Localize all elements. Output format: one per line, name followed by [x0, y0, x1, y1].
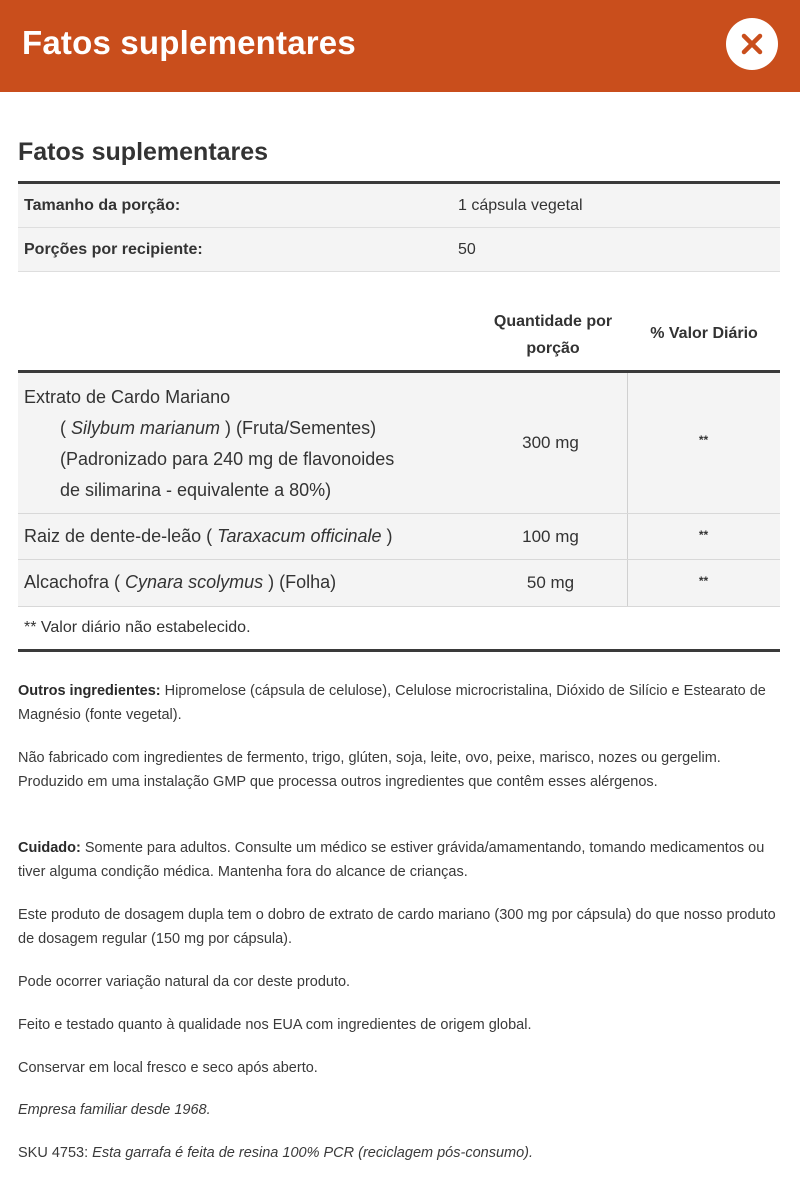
amount-per-serving-header: Quantidade por porção	[493, 313, 613, 357]
modal-header	[0, 0, 800, 92]
servings-per-container-value: 50	[458, 241, 476, 258]
modal-title: Fatos suplementares	[22, 24, 356, 61]
close-button[interactable]	[726, 18, 778, 70]
daily-value-header: % Valor Diário	[650, 325, 758, 342]
serving-size-value: 1 cápsula vegetal	[458, 197, 583, 214]
ingredient-name: Extrato de Cardo Mariano ( Silybum marianum ) (Fruta/Sementes) (Padronizado para 240 mg de flavonoides de silimarina - equivalente a 80%)	[24, 387, 395, 500]
ingredient-name: Raiz de dente-de-leão ( Taraxacum officinale )	[24, 526, 393, 546]
ingredients-table	[18, 370, 780, 652]
ingredient-name: Alcachofra ( Cynara scolymus ) (Folha)	[24, 572, 337, 592]
ingredient-daily-value: **	[698, 528, 709, 542]
allergen-text: Não fabricado com ingredientes de fermento, trigo, glúten, soja, leite, ovo, peixe, marisco, nozes ou gergelim. Produzido em uma instalação GMP que processa outros ingredientes que contêm esses alérgenos.	[18, 750, 721, 790]
servings-per-container-row	[18, 228, 780, 272]
color-variation-text: Pode ocorrer variação natural da cor deste produto.	[18, 974, 351, 990]
double-dose-text: Este produto de dosagem dupla tem o dobro de extrato de cardo mariano (300 mg por cápsula) do que nosso produto de dosagem regular (150 mg por cápsula).	[18, 907, 776, 947]
table-row	[18, 514, 780, 560]
ingredient-amount: 300 mg	[522, 433, 579, 452]
serving-info-table	[18, 181, 780, 272]
sku-text: SKU 4753: Esta garrafa é feita de resina 100% PCR (reciclagem pós-consumo).	[18, 1145, 534, 1161]
ingredient-amount: 50 mg	[526, 573, 575, 592]
ingredient-amount: 100 mg	[522, 527, 579, 546]
made-in-text: Feito e testado quanto à qualidade nos EUA com ingredientes de origem global.	[18, 1017, 532, 1033]
serving-size-label: Tamanho da porção:	[24, 197, 181, 214]
section-title: Fatos suplementares	[18, 138, 269, 166]
table-row	[18, 373, 780, 514]
table-footnote: ** Valor diário não estabelecido.	[18, 607, 780, 649]
close-icon	[740, 32, 764, 56]
other-ingredients-text: Outros ingredientes: Hipromelose (cápsula de celulose), Celulose microcristalina, Dióxido de Silício e Estearato de Magnésio (fonte vegetal).	[18, 683, 766, 723]
family-company-text: Empresa familiar desde 1968.	[18, 1102, 211, 1118]
servings-per-container-label: Porções por recipiente:	[24, 241, 203, 258]
ingredient-daily-value: **	[698, 574, 709, 588]
caution-text: Cuidado: Somente para adultos. Consulte um médico se estiver grávida/amamentando, tomando medicamentos ou tiver alguma condição médica. Mantenha fora do alcance de crianças.	[18, 840, 765, 880]
serving-size-row	[18, 184, 780, 228]
storage-text: Conservar em local fresco e seco após aberto.	[18, 1060, 318, 1076]
table-row	[18, 560, 780, 607]
ingredient-daily-value: **	[698, 433, 709, 447]
